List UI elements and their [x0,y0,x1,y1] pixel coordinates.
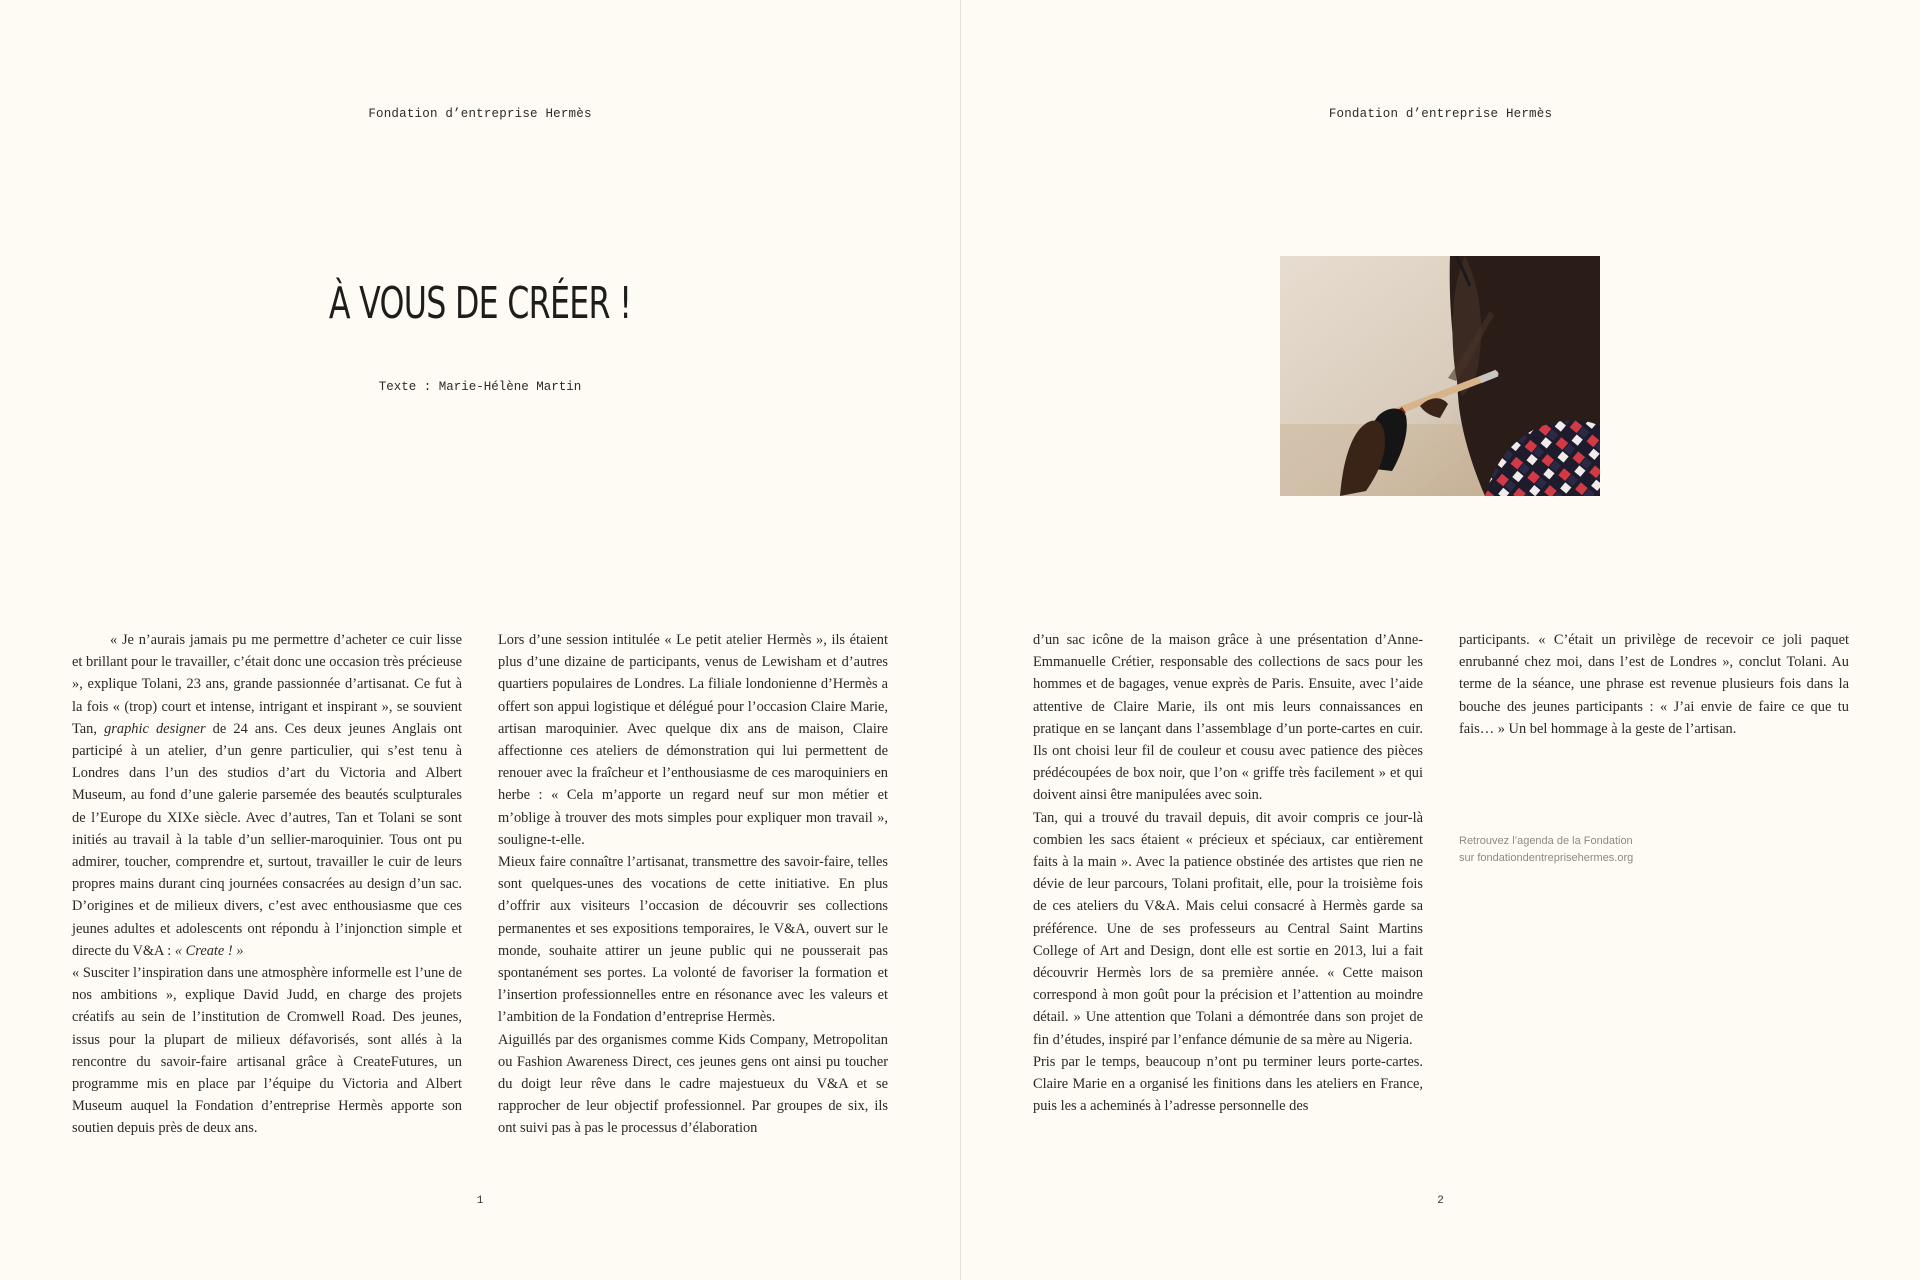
left-page-column-2 [498,629,888,1140]
right-page-column-1 [1033,629,1423,1117]
paragraph: Tan, qui a trouvé du travail depuis, dit avoir compris ce jour-là combien les sacs étaient « précieux et spéciaux, car entièrement faits à la main ». Avec la patience obstinée des artistes que rien ne dévie de leur parcours, Tolani profitait, elle, pour la troisième fois de ces ateliers du V&A. Mais celui consacré à Hermès garde sa préférence. Une de ses professeurs au Central Saint Martins College of Art and Design, dont elle est sortie en 2013, lui a fait découvrir Hermès lors de sa première année. « Cette maison correspond à mon goût pour la précision et l’attention au moindre détail. » Une attention que Tolani a démontrée dans son projet de fin d’études, inspiré par l’enfance démunie de sa mère au Nigeria. [1033,809,1423,1048]
note-website-link[interactable]: sur fondationdentreprisehermes.org [1459,852,1634,864]
page-number-right: 2 [1437,1195,1444,1207]
foundation-agenda-note [1459,833,1759,867]
page-number-left: 1 [476,1195,484,1207]
article-title: À VOUS DE CRÉER ! [328,278,632,329]
paragraph: participants. « C’était un privilège de recevoir ce joli paquet enrubanné chez moi, dans l’est de Londres », conclut Tolani. Au terme de la séance, une phrase est revenue plusieurs fois dans la bouche des jeunes participants : « J’ai envie de faire ce que tu fais… » Un bel hommage à la geste de l’artisan. [1459,632,1849,737]
article-byline: Texte : Marie-Hélène Martin [378,380,582,394]
left-page-column-1 [72,629,462,1140]
paragraph: Pris par le temps, beaucoup n’ont pu terminer leurs porte-cartes. Claire Marie en a organisé les finitions dans les ateliers en France, puis les a acheminés à l’adresse personnelle des [1033,1053,1423,1115]
running-header-right: Fondation d’entreprise Hermès [1328,107,1553,121]
right-page [961,0,1920,1280]
paragraph: Lors d’une session intitulée « Le petit atelier Hermès », ils étaient plus d’une dizaine de participants, venus de Lewisham et d’autres quartiers populaires de Londres. La filiale londonienne d’Hermès a offert son appui logistique et délégué pour l’occasion Claire Marie, artisan maroquinier. Avec quelque dix ans de maison, Claire affectionne ces ateliers de démonstration qui lui permettent de renouer avec la fraîcheur et l’enthousiasme de ces maroquiniers en herbe : « Cela m’apporte un regard neuf sur mon métier et m’oblige à trouver des mots simples pour expliquer mon travail », souligne-t-elle. [498,632,888,848]
paragraph: Aiguillés par des organismes comme Kids Company, Metropolitan ou Fashion Awareness Direct, ces jeunes gens ont ainsi pu toucher du doigt leur rêve dans le cadre majestueux du V&A et se rapprocher de leur objectif professionnel. Par groupes de six, ils ont suivi pas à pas le processus d’élaboration [498,1031,888,1137]
paragraph: « Susciter l’inspiration dans une atmosphère informelle est l’une de nos ambitions », explique David Judd, en charge des projets créatifs au sein de l’institution de Cromwell Road. Des jeunes, issus pour la plupart de milieux défavorisés, sont allés à la rencontre du savoir-faire artisanal grâce à CreateFutures, un programme mis en place par l’équipe du Victoria and Albert Museum auquel la Fondation d’entreprise Hermès apporte son soutien depuis près de deux ans. [72,965,462,1137]
artisan-photo-illustration [1280,256,1600,496]
running-header-left: Fondation d’entreprise Hermès [368,107,592,121]
article-photo [1280,256,1600,496]
paragraph: d’un sac icône de la maison grâce à une présentation d’Anne-Emmanuelle Crétier, responsable des collections de sacs pour les hommes et de bagages, venue exprès de Paris. Ensuite, avec l’aide attentive de Claire Marie, ils ont mis leurs connaissances en pratique en se lançant dans l’assemblage d’un porte-cartes en cuir. Ils ont choisi leur fil de couleur et cousu avec patience des pièces prédécoupées de box noir, que l’on « griffe très facilement » et qui doivent ainsi être manipulées avec soin. [1033,632,1423,804]
right-page-column-2 [1459,629,1849,740]
paragraph: « Je n’aurais jamais pu me permettre d’acheter ce cuir lisse et brillant pour le travailler, c’était donc une occasion très précieuse », explique Tolani, 23 ans, grande passionnée d’artisanat. Ce fut à la fois « (trop) court et intense, intrigant et inspirant », se souvient Tan, graphic designer de 24 ans. Ces deux jeunes Anglais ont participé à un atelier, d’un genre particulier, qui s’est tenu à Londres dans l’un des studios d’art du Victoria and Albert Museum, au fond d’une galerie parsemée des beautés sculpturales de l’Europe du XIXe siècle. Avec d’autres, Tan et Tolani se sont initiés au travail à la table d’un sellier-maroquinier. Tous ont pu admirer, toucher, comprendre et, surtout, travailler le cuir de leurs propres mains durant cinq journées consacrées au design d’un sac. D’origines et de milieux divers, c’est avec enthousiasme que ces jeunes adultes et adolescents ont répondu à l’injonction simple et directe du V&A : « Create ! » [72,632,462,959]
paragraph: Mieux faire connaître l’artisanat, transmettre des savoir-faire, telles sont quelques-unes des vocations de cette initiative. En plus d’offrir aux visiteurs l’occasion de découvrir ses collections permanentes et ses expositions temporaires, le V&A, ouvert sur le monde, souhaite attirer un jeune public qui ne pousserait pas spontanément ses portes. La volonté de favoriser la formation et l’insertion professionnelles entre en résonance avec les valeurs et l’ambition de la Fondation d’entreprise Hermès. [498,854,888,1026]
note-line: Retrouvez l’agenda de la Fondation [1459,835,1633,847]
